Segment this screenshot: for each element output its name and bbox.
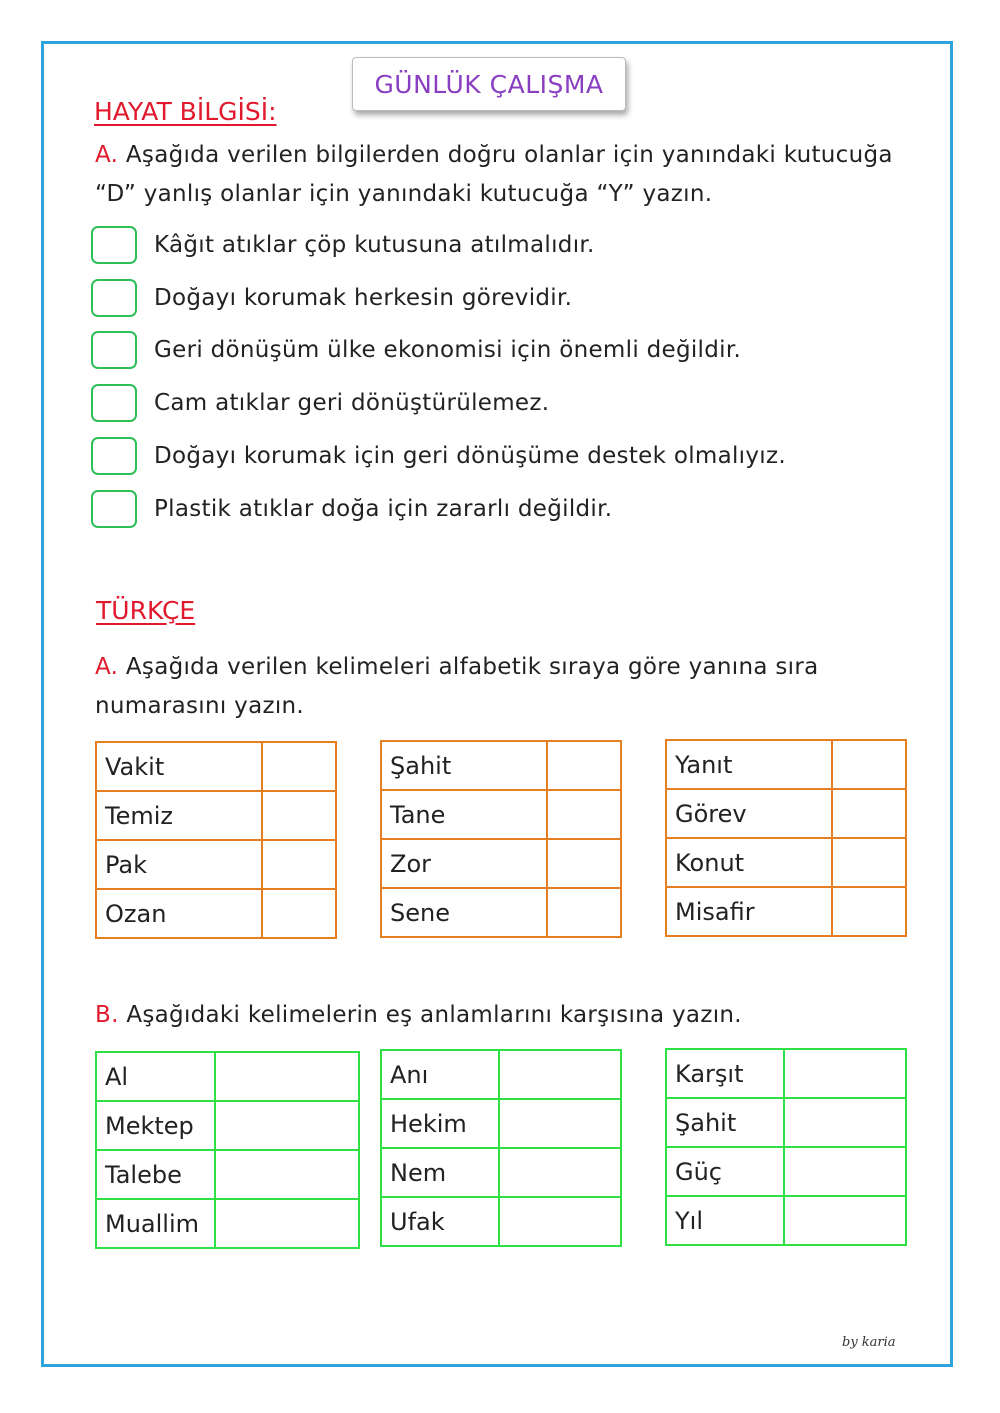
word-cell: Şahit xyxy=(381,741,547,790)
turkce-a-line2: numarasını yazın. xyxy=(95,693,305,719)
answer-cell[interactable] xyxy=(784,1098,906,1147)
answer-checkbox[interactable] xyxy=(91,331,137,369)
true-false-item xyxy=(91,437,871,481)
answer-cell[interactable] xyxy=(832,789,906,838)
table-row xyxy=(666,1196,906,1245)
word-cell: Talebe xyxy=(96,1150,215,1199)
page-title xyxy=(352,57,626,111)
turkce-a-letter: A. xyxy=(95,654,119,680)
hayat-instruction-line2: “D” yanlış olanlar için yanındaki kutucuğa “Y” yazın. xyxy=(95,181,713,207)
word-cell: Mektep xyxy=(96,1101,215,1150)
answer-cell[interactable] xyxy=(499,1197,621,1246)
word-cell: Hekim xyxy=(381,1099,499,1148)
true-false-item xyxy=(91,226,871,270)
answer-checkbox[interactable] xyxy=(91,279,137,317)
table-row xyxy=(381,888,621,937)
word-cell: Muallim xyxy=(96,1199,215,1248)
hayat-instruction xyxy=(95,136,895,214)
table-row xyxy=(381,1148,621,1197)
true-false-item xyxy=(91,384,871,428)
word-cell: Sene xyxy=(381,888,547,937)
table-row xyxy=(381,741,621,790)
table-row xyxy=(96,889,336,938)
answer-cell[interactable] xyxy=(832,887,906,936)
word-cell: Nem xyxy=(381,1148,499,1197)
answer-cell[interactable] xyxy=(784,1049,906,1098)
answer-checkbox[interactable] xyxy=(91,226,137,264)
answer-checkbox[interactable] xyxy=(91,490,137,528)
table-row xyxy=(666,1147,906,1196)
answer-cell[interactable] xyxy=(547,839,621,888)
answer-cell[interactable] xyxy=(499,1148,621,1197)
turkce-b-line1: B. Aşağıdaki kelimelerin eş anlamlarını karşısına yazın. xyxy=(95,1002,742,1028)
synonym-table-3 xyxy=(665,1048,907,1246)
true-false-item xyxy=(91,490,871,534)
statement-text: Doğayı korumak için geri dönüşüme destek olmalıyız. xyxy=(154,443,786,469)
table-row xyxy=(96,1150,359,1199)
table-row xyxy=(381,1099,621,1148)
true-false-item xyxy=(91,279,871,323)
answer-checkbox[interactable] xyxy=(91,384,137,422)
word-cell: Güç xyxy=(666,1147,784,1196)
table-row xyxy=(96,1199,359,1248)
table-row xyxy=(666,789,906,838)
table-row xyxy=(666,740,906,789)
answer-cell[interactable] xyxy=(262,889,336,938)
page-title-text: GÜNLÜK ÇALIŞMA xyxy=(374,69,604,99)
answer-cell[interactable] xyxy=(215,1101,359,1150)
table-row xyxy=(96,840,336,889)
answer-cell[interactable] xyxy=(499,1099,621,1148)
word-cell: Tane xyxy=(381,790,547,839)
word-cell: Vakit xyxy=(96,742,262,791)
answer-cell[interactable] xyxy=(832,740,906,789)
alphabet-table-3 xyxy=(665,739,907,937)
answer-cell[interactable] xyxy=(262,742,336,791)
table-row xyxy=(381,1050,621,1099)
turkce-a-instruction xyxy=(95,648,895,726)
table-row xyxy=(381,790,621,839)
statement-text: Kâğıt atıklar çöp kutusuna atılmalıdır. xyxy=(154,232,595,258)
table-row xyxy=(96,791,336,840)
word-cell: Karşıt xyxy=(666,1049,784,1098)
table-row xyxy=(96,742,336,791)
answer-cell[interactable] xyxy=(262,791,336,840)
table-row xyxy=(381,1197,621,1246)
statement-text: Geri dönüşüm ülke ekonomisi için önemli değildir. xyxy=(154,337,742,363)
turkce-b-letter: B. xyxy=(95,1002,119,1028)
answer-checkbox[interactable] xyxy=(91,437,137,475)
answer-cell[interactable] xyxy=(784,1147,906,1196)
word-cell: Zor xyxy=(381,839,547,888)
true-false-item xyxy=(91,331,871,375)
word-cell: Temiz xyxy=(96,791,262,840)
word-cell: Anı xyxy=(381,1050,499,1099)
turkce-b-instruction xyxy=(95,996,895,1035)
statement-text: Cam atıklar geri dönüştürülemez. xyxy=(154,390,550,416)
statement-text: Doğayı korumak herkesin görevidir. xyxy=(154,285,573,311)
word-cell: Ozan xyxy=(96,889,262,938)
hayat-instruction-letter: A. xyxy=(95,142,119,168)
answer-cell[interactable] xyxy=(215,1150,359,1199)
table-row xyxy=(96,1052,359,1101)
answer-cell[interactable] xyxy=(499,1050,621,1099)
word-cell: Yıl xyxy=(666,1196,784,1245)
turkce-a-line1: A. Aşağıda verilen kelimeleri alfabetik sıraya göre yanına sıra xyxy=(95,654,819,680)
alphabet-table-2 xyxy=(380,740,622,938)
synonym-table-1 xyxy=(95,1051,360,1249)
hayat-instruction-line1: A. Aşağıda verilen bilgilerden doğru olanlar için yanındaki kutucuğa xyxy=(95,142,893,168)
word-cell: Konut xyxy=(666,838,832,887)
hayat-heading: HAYAT BİLGİSİ: xyxy=(94,97,277,126)
table-row xyxy=(96,1101,359,1150)
word-cell: Pak xyxy=(96,840,262,889)
table-row xyxy=(666,1049,906,1098)
word-cell: Şahit xyxy=(666,1098,784,1147)
answer-cell[interactable] xyxy=(547,741,621,790)
statement-text: Plastik atıklar doğa için zararlı değildir. xyxy=(154,496,613,522)
word-cell: Ufak xyxy=(381,1197,499,1246)
table-row xyxy=(666,887,906,936)
table-row xyxy=(381,839,621,888)
synonym-table-2 xyxy=(380,1049,622,1247)
author-credit: by karia xyxy=(842,1335,896,1350)
answer-cell[interactable] xyxy=(215,1052,359,1101)
word-cell: Misafir xyxy=(666,887,832,936)
word-cell: Yanıt xyxy=(666,740,832,789)
table-row xyxy=(666,1098,906,1147)
table-row xyxy=(666,838,906,887)
answer-cell[interactable] xyxy=(784,1196,906,1245)
answer-cell[interactable] xyxy=(215,1199,359,1248)
answer-cell[interactable] xyxy=(832,838,906,887)
turkce-heading: TÜRKÇE xyxy=(96,596,196,625)
word-cell: Al xyxy=(96,1052,215,1101)
word-cell: Görev xyxy=(666,789,832,838)
alphabet-table-1 xyxy=(95,741,337,939)
answer-cell[interactable] xyxy=(262,840,336,889)
answer-cell[interactable] xyxy=(547,790,621,839)
answer-cell[interactable] xyxy=(547,888,621,937)
